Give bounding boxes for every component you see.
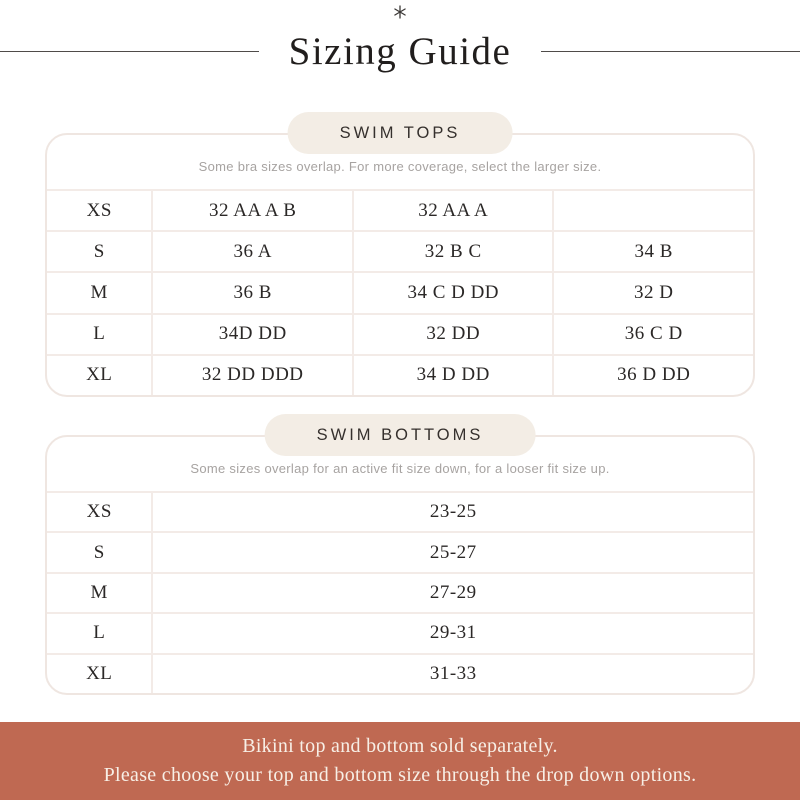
value-cell: 32 DD DDD <box>151 356 352 395</box>
swim-bottoms-note: Some sizes overlap for an active fit size down, for a looser fit size up. <box>190 460 610 476</box>
size-cell: S <box>93 240 105 262</box>
table-row <box>47 271 753 312</box>
swim-bottoms-section <box>45 425 755 695</box>
table-row <box>47 491 753 531</box>
size-cell: XL <box>86 364 113 386</box>
value-cell: 34 D DD <box>352 356 553 395</box>
value-cell: 32 DD <box>352 315 553 354</box>
value-cell: 32 AA A B <box>151 191 352 230</box>
swim-tops-grid <box>47 189 753 395</box>
swim-bottoms-table <box>45 435 755 695</box>
banner-line-2: Please choose your top and bottom size through the drop down options. <box>103 764 697 786</box>
size-cell: L <box>93 323 106 345</box>
title-divider-left <box>0 51 259 52</box>
value-cell: 34 B <box>552 232 753 271</box>
swim-tops-table <box>45 133 755 397</box>
value-cell: 32 AA A <box>352 191 553 230</box>
table-row <box>47 531 753 571</box>
size-cell: XL <box>86 662 113 684</box>
banner-line-1: Bikini top and bottom sold separately. <box>242 735 558 757</box>
table-row <box>47 354 753 395</box>
value-cell: 32 D <box>552 273 753 312</box>
value-cell: 36 B <box>151 273 352 312</box>
table-row <box>47 313 753 354</box>
table-row <box>47 230 753 271</box>
value-cell: 34 C D DD <box>352 273 553 312</box>
value-cell: 34D DD <box>151 315 352 354</box>
table-row <box>47 612 753 652</box>
table-row <box>47 189 753 230</box>
value-cell: 36 C D <box>552 315 753 354</box>
range-cell: 29-31 <box>151 614 753 652</box>
value-cell: 32 B C <box>352 232 553 271</box>
size-cell: XS <box>86 501 112 523</box>
table-row <box>47 572 753 612</box>
title-row <box>0 22 800 80</box>
size-cell: S <box>93 541 105 563</box>
star-icon <box>0 0 800 22</box>
size-cell: L <box>93 622 106 644</box>
page-title: Sizing Guide <box>288 29 512 73</box>
size-cell: XS <box>86 199 112 221</box>
size-cell: M <box>90 582 108 604</box>
range-cell: 23-25 <box>151 493 753 531</box>
swim-tops-note: Some bra sizes overlap. For more coverage, select the larger size. <box>198 158 602 174</box>
range-cell: 25-27 <box>151 533 753 571</box>
value-cell: 36 A <box>151 232 352 271</box>
swim-bottoms-pill: SWIM BOTTOMS <box>265 414 536 456</box>
swim-tops-pill: SWIM TOPS <box>288 112 513 154</box>
range-cell: 31-33 <box>151 655 753 693</box>
title-divider-right <box>541 51 800 52</box>
swim-tops-section <box>45 123 755 397</box>
table-row <box>47 653 753 693</box>
value-cell <box>552 191 753 230</box>
value-cell: 36 D DD <box>552 356 753 395</box>
swim-bottoms-grid <box>47 491 753 693</box>
range-cell: 27-29 <box>151 574 753 612</box>
size-cell: M <box>90 282 108 303</box>
info-banner <box>0 722 800 800</box>
